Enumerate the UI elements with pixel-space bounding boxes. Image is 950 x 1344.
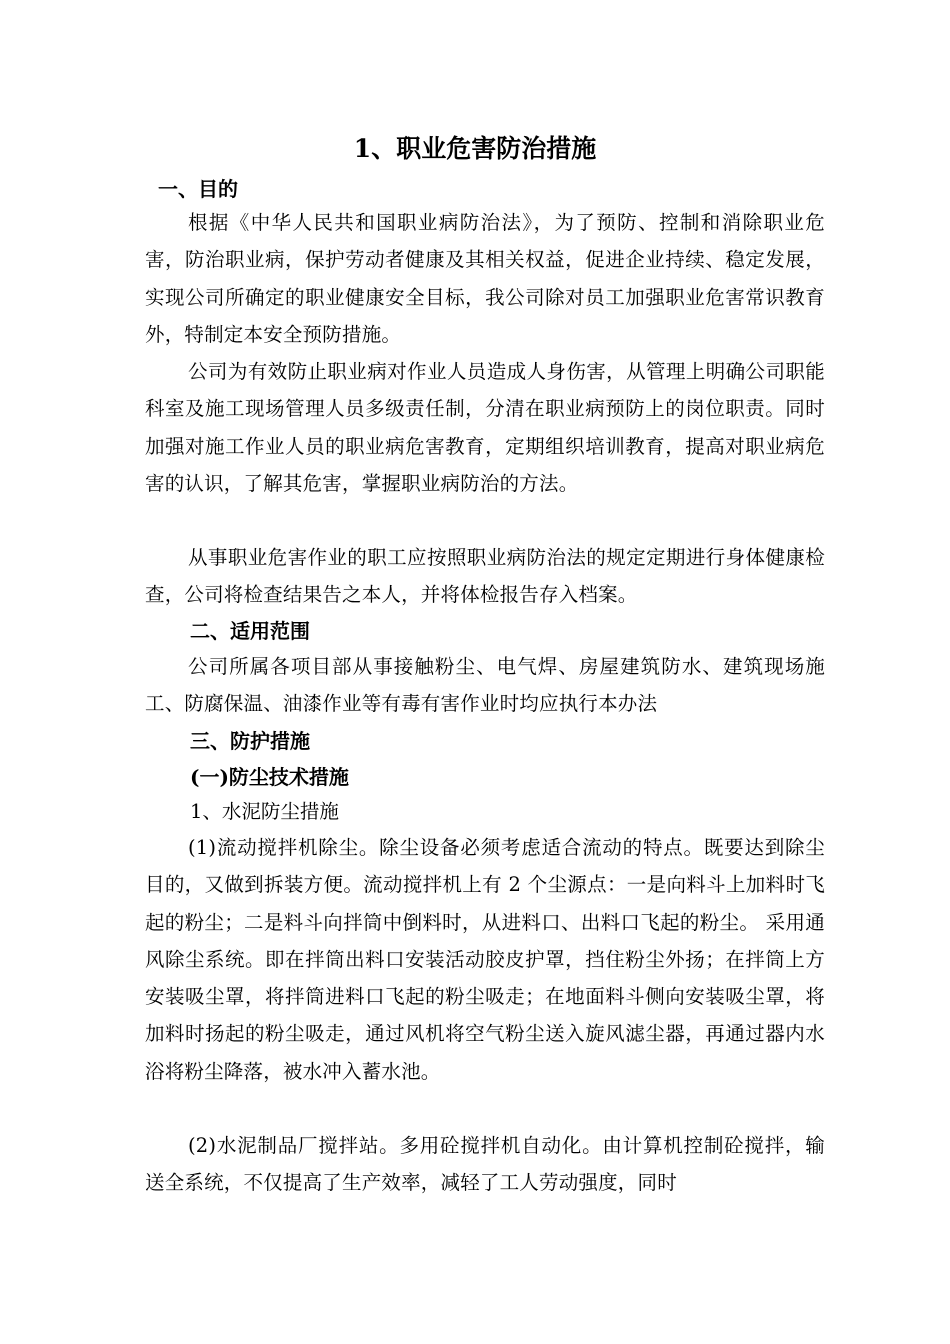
- document-title: 1、职业危害防治措施: [353, 134, 597, 163]
- paragraph-mixer-dust: (1)流动搅拌机除尘。除尘设备必须考虑适合流动的特点。既要达到除尘目的，又做到拆装方便。流动搅拌机上有 2 个尘源点：一是向料斗上加料时飞起的粉尘；二是料斗向拌筒中倒料时，从进料口、出料口飞起的粉尘。 采用通风除尘系统。即在拌筒出料口安装活动胶皮护罩，挡住粉尘外扬；在拌筒上方安装吸尘罩，将拌筒进料口飞起的粉尘吸走；在地面料斗侧向安装吸尘罩，将加料时扬起的粉尘吸走，通过风机将空气粉尘送入旋风滤尘器，再通过器内水浴将粉尘降落，被水冲入蓄水池。: [145, 836, 825, 1083]
- paragraph-scope-1: 公司所属各项目部从事接触粉尘、电气焊、房屋建筑防水、建筑现场施工、防腐保温、油漆作业等有毒有害作业时均应执行本办法: [145, 655, 825, 716]
- section-heading-scope: 二、适用范围: [190, 619, 310, 643]
- paragraph-purpose-1: 根据《中华人民共和国职业病防治法》，为了预防、控制和消除职业危害，防治职业病，保护劳动者健康及其相关权益，促进企业持续、稳定发展，实现公司所确定的职业健康安全目标，我公司除对员工加强职业危害常识教育外，特制定本安全预防措施。: [145, 211, 825, 346]
- section-heading-purpose: 一、目的: [158, 177, 238, 201]
- paragraph-purpose-3: 从事职业危害作业的职工应按照职业病防治法的规定定期进行身体健康检查，公司将检查结果告之本人，并将体检报告存入档案。: [145, 546, 825, 607]
- paragraph-mixing-station: (2)水泥制品厂搅拌站。多用砼搅拌机自动化。由计算机控制砼搅拌，输送全系统，不仅提高了生产效率，减轻了工人劳动强度，同时: [145, 1134, 825, 1195]
- subheading-dust-prevention: (一)防尘技术措施: [190, 765, 349, 789]
- item-cement-dust: 1、水泥防尘措施: [190, 800, 339, 823]
- paragraph-purpose-2: 公司为有效防止职业病对作业人员造成人身伤害，从管理上明确公司职能科室及施工现场管理人员多级责任制，分清在职业病预防上的岗位职责。同时加强对施工作业人员的职业病危害教育，定期组织培训教育，提高对职业病危害的认识，了解其危害，掌握职业病防治的方法。: [145, 360, 825, 495]
- section-heading-measures: 三、防护措施: [190, 729, 310, 753]
